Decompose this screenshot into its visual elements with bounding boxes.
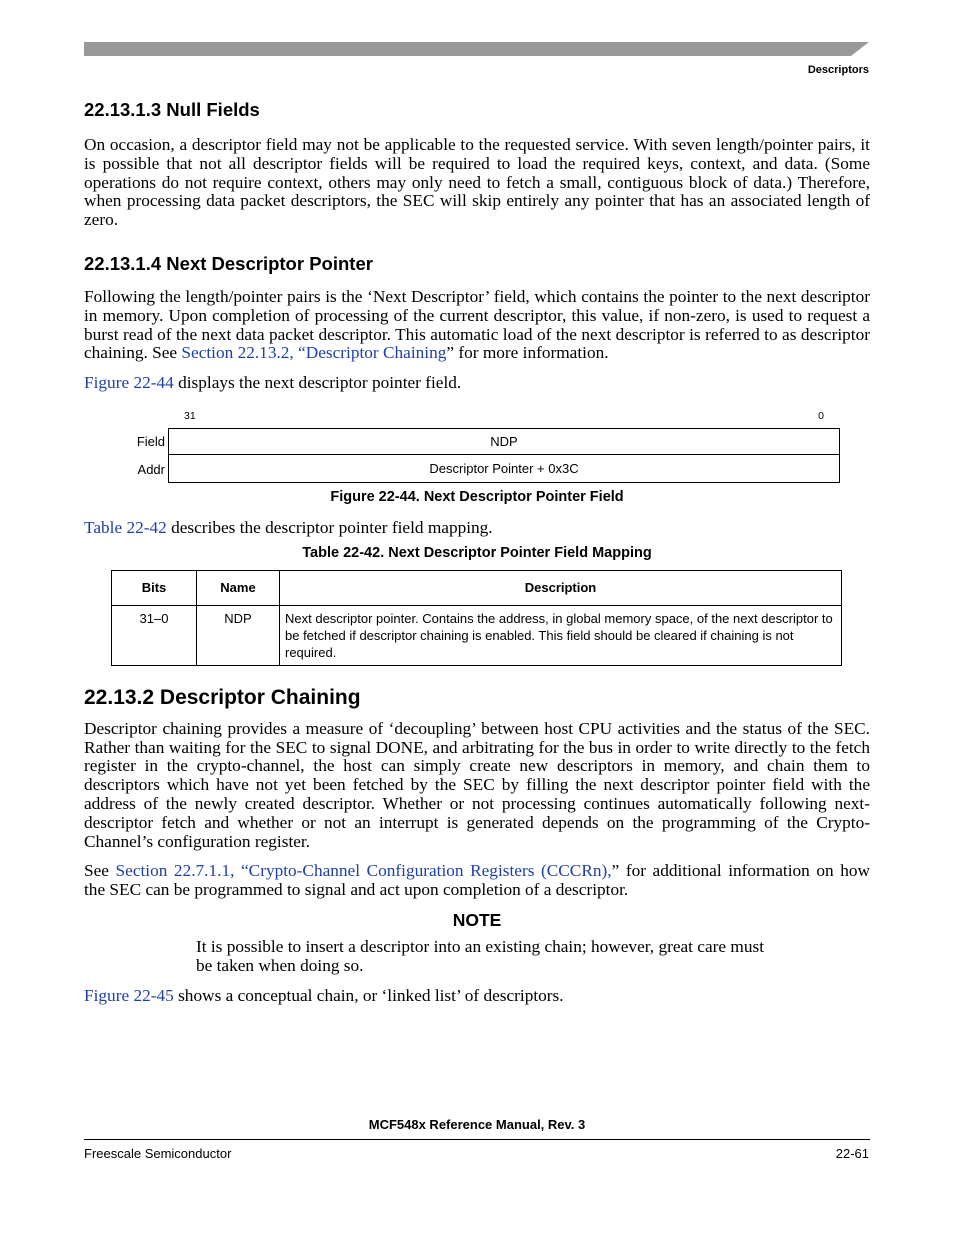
text-run: See xyxy=(84,861,116,881)
text-run: ” for additional information on how the SEC can be programmed to signal and act upon completion of a descriptor. xyxy=(84,861,870,900)
table-header-row xyxy=(112,570,842,605)
note-title: NOTE xyxy=(452,909,502,930)
address-cell: Descriptor Pointer + 0x3C xyxy=(168,455,840,483)
footer-divider xyxy=(84,1139,870,1140)
link-table-22-42[interactable]: Table 22-42 xyxy=(84,517,167,537)
bit-31-label: 31 xyxy=(184,409,196,422)
text-run: shows a conceptual chain, or ‘linked list’ of descriptors. xyxy=(173,985,564,1005)
heading-next-descriptor: 22.13.1.4 Next Descriptor Pointer xyxy=(84,252,373,274)
link-figure-22-45[interactable]: Figure 22-45 xyxy=(84,985,174,1005)
heading-null-fields: 22.13.1.3 Null Fields xyxy=(84,99,260,120)
text-run: ” for more information. xyxy=(446,343,609,363)
text-run: describes the descriptor pointer field mapping. xyxy=(166,517,493,537)
cell-name: NDP xyxy=(197,605,280,665)
paragraph-figure-45-intro xyxy=(84,987,870,1006)
field-row-label: Field xyxy=(136,433,165,449)
field-mapping-table xyxy=(111,570,842,666)
page-content xyxy=(84,96,870,1006)
link-section-22-13-2[interactable]: Section 22.13.2, “Descriptor Chaining xyxy=(181,343,447,363)
text-run: displays the next descriptor pointer field. xyxy=(173,373,462,393)
column-header-name: Name xyxy=(197,570,280,605)
link-figure-22-44[interactable]: Figure 22-44 xyxy=(84,373,174,393)
table-caption: Table 22-42. Next Descriptor Pointer Field Mapping xyxy=(302,544,652,561)
link-section-22-7-1-1[interactable]: Section 22.7.1.1, “Crypto-Channel Configuration Registers (CCCRn), xyxy=(115,861,612,881)
bit-0-label: 0 xyxy=(818,409,824,422)
addr-row-label: Addr xyxy=(137,461,165,477)
paragraph-next-descriptor xyxy=(84,288,870,363)
field-ndp-cell: NDP xyxy=(168,428,840,455)
footer-manual-title: MCF548x Reference Manual, Rev. 3 xyxy=(368,1117,586,1132)
paragraph-table-intro xyxy=(84,519,870,538)
column-header-description: Description xyxy=(280,570,842,605)
text-run: Following the length/pointer pairs is the ‘Next Descriptor’ field, which contains the pointer to the next descriptor in memory. Upon completion of processing of the current descriptor, this value, if non-zero, is used to request a burst read of the next data packet descriptor. This automatic load of the next descriptor is referred to as descriptor chaining. See xyxy=(84,286,870,363)
figure-caption: Figure 22-44. Next Descriptor Pointer Field xyxy=(330,488,624,505)
paragraph-null-fields: On occasion, a descriptor field may not be applicable to the requested service. With seven length/pointer pairs, it is possible that not all descriptor fields will be required to load the required keys, context, and data. (Some operations do not require context, others may only need to fetch a small, contiguous block of data.) Therefore, when processing data packet descriptors, the SEC will skip entirely any pointer that has an associated length of zero. xyxy=(84,135,870,230)
footer-page-number: 22-61 xyxy=(835,1146,869,1161)
column-header-bits: Bits xyxy=(112,570,197,605)
footer-company: Freescale Semiconductor xyxy=(84,1146,232,1161)
cell-bits: 31–0 xyxy=(112,605,197,665)
figure-22-44 xyxy=(84,410,870,518)
header-bar xyxy=(84,42,869,56)
table-row xyxy=(112,605,842,665)
running-head: Descriptors xyxy=(807,64,869,76)
paragraph-chaining: Descriptor chaining provides a measure of ‘decoupling’ between host CPU activities and the status of the SEC. Rather than waiting for the SEC to signal DONE, and arbitrating for the bus in order to write directly to the fetch register in the crypto-channel, the host can simply create new descriptors in memory, and chain them to descriptors which have not yet been fetched by the SEC by filling the next descriptor pointer field with the address of the newly created descriptor. Whether or not processing continues automatically following next-descriptor fetch and whether or not an interrupt is generated depends on the programming of the Crypto-Channel’s configuration register. xyxy=(84,718,870,851)
heading-descriptor-chaining: 22.13.2 Descriptor Chaining xyxy=(84,685,361,709)
paragraph-figure-intro xyxy=(84,374,870,393)
cell-description: Next descriptor pointer. Contains the address, in global memory space, of the next descriptor to be fetched if descriptor chaining is enabled. This field should be cleared if chaining is not required. xyxy=(280,605,842,665)
note-body: It is possible to insert a descriptor into an existing chain; however, great care must be taken when doing so. xyxy=(196,936,764,976)
paragraph-cccr-reference xyxy=(84,862,870,900)
